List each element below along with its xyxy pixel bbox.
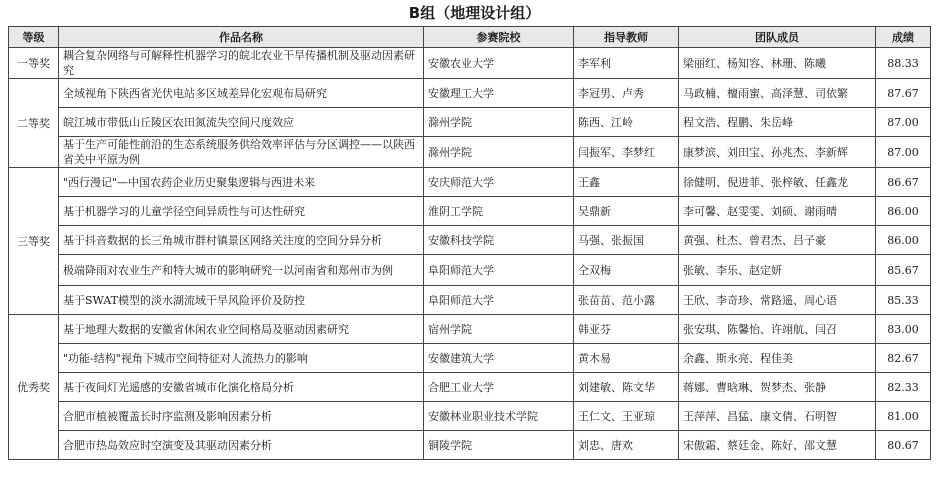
school: 合肥工业大学 <box>424 373 574 402</box>
teacher: 韩亚芬 <box>574 315 679 344</box>
score: 87.67 <box>876 79 931 108</box>
teacher: 王仁文、王亚琼 <box>574 402 679 431</box>
header-name: 作品名称 <box>59 27 424 48</box>
school: 安徽农业大学 <box>424 48 574 79</box>
members: 康梦滨、刘田宝、孙兆杰、李新辉 <box>679 137 876 168</box>
teacher: 吴鼎新 <box>574 197 679 226</box>
teacher: 马强、张振国 <box>574 226 679 255</box>
award-level: 二等奖 <box>9 79 59 168</box>
score: 81.00 <box>876 402 931 431</box>
school: 安徽理工大学 <box>424 79 574 108</box>
score: 85.67 <box>876 255 931 286</box>
school: 阜阳师范大学 <box>424 286 574 315</box>
project-name: 合肥市植被覆盖长时序监测及影响因素分析 <box>59 402 424 431</box>
header-members: 团队成员 <box>679 27 876 48</box>
members: 徐健明、倪进菲、张梓敏、任鑫龙 <box>679 168 876 197</box>
table-row <box>9 168 931 197</box>
school: 滁州学院 <box>424 137 574 168</box>
teacher: 仝双梅 <box>574 255 679 286</box>
members: 王欣、李奇珍、常路遥、周心语 <box>679 286 876 315</box>
project-name: 基于抖音数据的长三角城市群村镇景区网络关注度的空间分异分析 <box>59 226 424 255</box>
members: 蒋娜、曹晗琳、贺梦杰、张静 <box>679 373 876 402</box>
table-row <box>9 373 931 402</box>
project-name: "功能-结构"视角下城市空间特征对人流热力的影响 <box>59 344 424 373</box>
project-name: 皖江城市带低山丘陵区农田氮流失空间尺度效应 <box>59 108 424 137</box>
header-award: 等级 <box>9 27 59 48</box>
table-row <box>9 344 931 373</box>
score: 82.67 <box>876 344 931 373</box>
project-name: "西行漫记"—中国农药企业历史聚集逻辑与西进未来 <box>59 168 424 197</box>
table-row <box>9 255 931 286</box>
school: 阜阳师范大学 <box>424 255 574 286</box>
school: 安徽林业职业技术学院 <box>424 402 574 431</box>
teacher: 刘忠、唐欢 <box>574 431 679 460</box>
members: 张敏、李乐、赵定妍 <box>679 255 876 286</box>
teacher: 李军利 <box>574 48 679 79</box>
members: 马政楠、檀雨蜜、高泽慧、司依繁 <box>679 79 876 108</box>
project-name: 极端降雨对农业生产和特大城市的影响研究一以河南省和郑州市为例 <box>59 255 424 286</box>
table-row <box>9 137 931 168</box>
table-row <box>9 48 931 79</box>
school: 安徽科技学院 <box>424 226 574 255</box>
score: 88.33 <box>876 48 931 79</box>
score: 87.00 <box>876 137 931 168</box>
award-level: 三等奖 <box>9 168 59 315</box>
teacher: 黄木易 <box>574 344 679 373</box>
project-name: 耦合复杂网络与可解释性机器学习的皖北农业干旱传播机制及驱动因素研究 <box>59 48 424 79</box>
score: 86.00 <box>876 197 931 226</box>
teacher: 王鑫 <box>574 168 679 197</box>
project-name: 基于机器学习的儿童学径空间异质性与可达性研究 <box>59 197 424 226</box>
header-teacher: 指导教师 <box>574 27 679 48</box>
teacher: 刘建敏、陈文华 <box>574 373 679 402</box>
project-name: 基于生产可能性前沿的生态系统服务供给效率评估与分区调控——以陕西省关中平原为例 <box>59 137 424 168</box>
project-name: 基于地理大数据的安徽省休闲农业空间格局及驱动因素研究 <box>59 315 424 344</box>
members: 宋傲霜、蔡廷金、陈好、邵文慧 <box>679 431 876 460</box>
table-row <box>9 79 931 108</box>
school: 铜陵学院 <box>424 431 574 460</box>
members: 李可馨、赵雯雯、刘硕、谢雨晴 <box>679 197 876 226</box>
members: 黄强、杜杰、曾君杰、吕子豪 <box>679 226 876 255</box>
table-row <box>9 197 931 226</box>
table-row <box>9 402 931 431</box>
school: 宿州学院 <box>424 315 574 344</box>
members: 余鑫、斯永亮、程佳美 <box>679 344 876 373</box>
page-title: B组（地理设计组） <box>408 4 541 22</box>
members: 张安琪、陈馨怡、许翊航、闫召 <box>679 315 876 344</box>
project-name: 基于夜间灯光遥感的安徽省城市化演化格局分析 <box>59 373 424 402</box>
score: 85.33 <box>876 286 931 315</box>
members: 王萍萍、昌猛、康文倩、石明智 <box>679 402 876 431</box>
school: 安庆师范大学 <box>424 168 574 197</box>
members: 程文浩、程鹏、朱岳峰 <box>679 108 876 137</box>
school: 淮阴工学院 <box>424 197 574 226</box>
score: 86.67 <box>876 168 931 197</box>
table-row <box>9 286 931 315</box>
teacher: 陈西、江岭 <box>574 108 679 137</box>
score: 87.00 <box>876 108 931 137</box>
score: 80.67 <box>876 431 931 460</box>
teacher: 张苗苗、范小露 <box>574 286 679 315</box>
project-name: 全域视角下陕西省光伏电站多区域差异化宏观布局研究 <box>59 79 424 108</box>
award-level: 优秀奖 <box>9 315 59 460</box>
project-name: 基于SWAT模型的淡水湖流域干旱风险评价及防控 <box>59 286 424 315</box>
header-school: 参赛院校 <box>424 27 574 48</box>
table-row <box>9 108 931 137</box>
table-row <box>9 431 931 460</box>
school: 安徽建筑大学 <box>424 344 574 373</box>
table-row <box>9 315 931 344</box>
teacher: 李冠男、卢秀 <box>574 79 679 108</box>
score: 83.00 <box>876 315 931 344</box>
score: 82.33 <box>876 373 931 402</box>
project-name: 合肥市热岛效应时空演变及其驱动因素分析 <box>59 431 424 460</box>
teacher: 闫振军、李梦红 <box>574 137 679 168</box>
table-row <box>9 226 931 255</box>
award-level: 一等奖 <box>9 48 59 79</box>
score: 86.00 <box>876 226 931 255</box>
header-score: 成绩 <box>876 27 931 48</box>
school: 滁州学院 <box>424 108 574 137</box>
header-row <box>9 27 931 48</box>
results-table <box>8 26 931 460</box>
members: 梁丽红、杨知容、林珊、陈曦 <box>679 48 876 79</box>
